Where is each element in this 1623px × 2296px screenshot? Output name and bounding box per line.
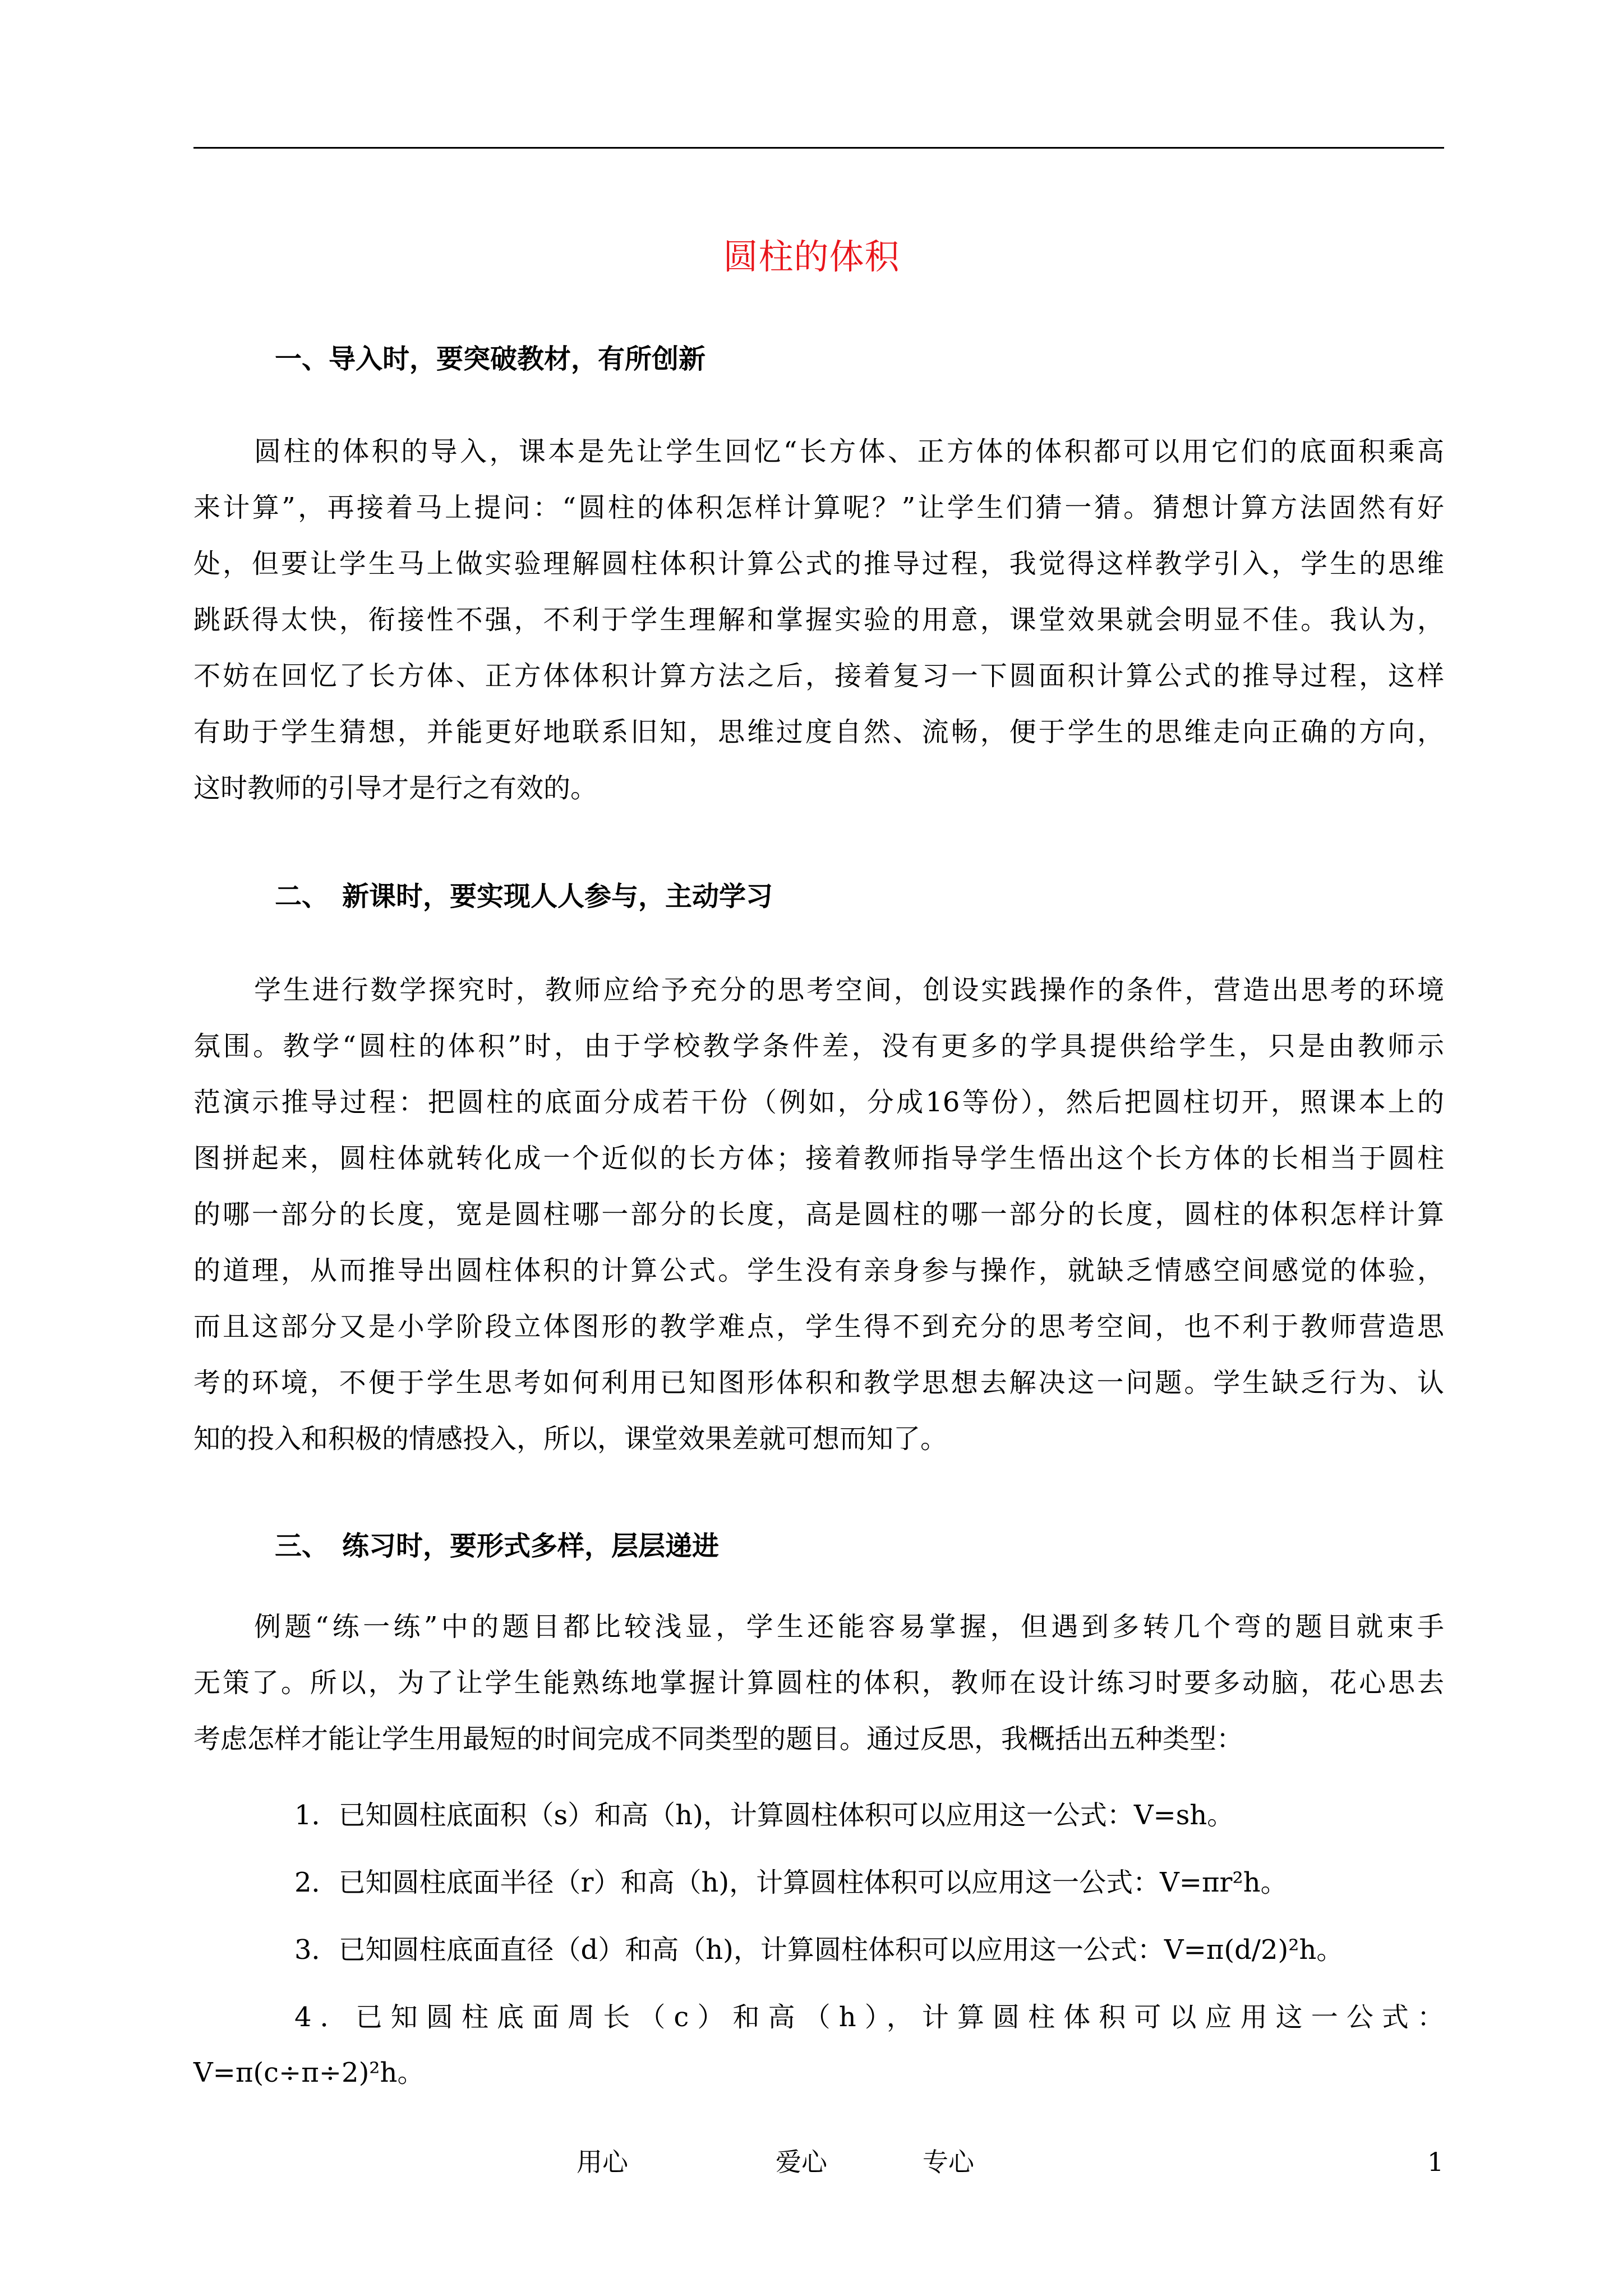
document-title: 圆柱的体积 xyxy=(723,236,900,277)
formula-item-3: 3．已知圆柱底面直径（d）和高（h)，计算圆柱体积可以应用这一公式：V=π(d/2)²h。 xyxy=(294,1934,1344,1966)
paragraph-line: 有助于学生猜想，并能更好地联系旧知，思维过度自然、流畅，便于学生的思维走向正确的方向， xyxy=(193,716,1444,748)
page-number: 1 xyxy=(1427,2147,1444,2177)
section-3-heading: 三、 练习时，要形式多样，层层递进 xyxy=(275,1530,720,1562)
paragraph-line: 的哪一部分的长度，宽是圆柱哪一部分的长度，高是圆柱的哪一部分的长度，圆柱的体积怎样计算 xyxy=(193,1199,1444,1230)
paragraph-line: 范演示推导过程：把圆柱的底面分成若干份（例如，分成16等份），然后把圆柱切开，照课本上的 xyxy=(193,1087,1444,1118)
paragraph-line: 考虑怎样才能让学生用最短的时间完成不同类型的题目。通过反思，我概括出五种类型： xyxy=(193,1723,1244,1755)
formula-item-4-continued: V=π(c÷π÷2)²h。 xyxy=(193,2057,425,2088)
footer-motto-2: 爱心 xyxy=(776,2147,827,2177)
section-3-paragraph xyxy=(193,1604,1444,1761)
paragraph-line: 知的投入和积极的情感投入，所以，课堂效果差就可想而知了。 xyxy=(193,1423,948,1455)
section-2-heading: 二、 新课时，要实现人人参与，主动学习 xyxy=(275,881,773,912)
header-rule xyxy=(193,147,1444,149)
paragraph-line: 跳跃得太快，衔接性不强，不利于学生理解和掌握实验的用意，课堂效果就会明显不佳。我认为， xyxy=(193,604,1444,636)
section-1-heading: 一、导入时，要突破教材，有所创新 xyxy=(275,343,706,375)
paragraph-line: 来计算”，再接着马上提问：“圆柱的体积怎样计算呢？”让学生们猜一猜。猜想计算方法固然有好 xyxy=(193,492,1444,523)
paragraph-line: 氛围。教学“圆柱的体积”时，由于学校教学条件差，没有更多的学具提供给学生，只是由教师示 xyxy=(193,1030,1444,1062)
paragraph-line: 无策了。所以，为了让学生能熟练地掌握计算圆柱的体积，教师在设计练习时要多动脑，花心思去 xyxy=(193,1667,1444,1699)
formula-item-4: 4．已知圆柱底面周长（c）和高（h），计算圆柱体积可以应用这一公式： xyxy=(294,2001,1444,2033)
paragraph-line: 图拼起来，圆柱体就转化成一个近似的长方体；接着教师指导学生悟出这个长方体的长相当于圆柱 xyxy=(193,1143,1444,1174)
formula-item-1: 1．已知圆柱底面积（s）和高（h)，计算圆柱体积可以应用这一公式：V=sh。 xyxy=(294,1800,1234,1831)
section-2-paragraph xyxy=(193,968,1444,1461)
paragraph-line: 而且这部分又是小学阶段立体图形的教学难点，学生得不到充分的思考空间，也不利于教师营造思 xyxy=(193,1311,1444,1342)
paragraph-line: 不妨在回忆了长方体、正方体体积计算方法之后，接着复习一下圆面积计算公式的推导过程，这样 xyxy=(193,660,1444,692)
paragraph-line: 考的环境，不便于学生思考如何利用已知图形体积和教学思想去解决这一问题。学生缺乏行为、认 xyxy=(193,1367,1444,1398)
paragraph-line: 圆柱的体积的导入，课本是先让学生回忆“长方体、正方体的体积都可以用它们的底面积乘高 xyxy=(254,436,1444,467)
paragraph-line: 处，但要让学生马上做实验理解圆柱体积计算公式的推导过程，我觉得这样教学引入，学生的思维 xyxy=(193,548,1444,579)
paragraph-line: 学生进行数学探究时，教师应给予充分的思考空间，创设实践操作的条件，营造出思考的环境 xyxy=(254,974,1444,1006)
formula-item-2: 2．已知圆柱底面半径（r）和高（h)，计算圆柱体积可以应用这一公式：V=πr²h。 xyxy=(294,1867,1288,1898)
section-1-paragraph xyxy=(193,429,1444,811)
footer-motto-3: 专心 xyxy=(923,2147,974,2177)
paragraph-line: 例题“练一练”中的题目都比较浅显，学生还能容易掌握，但遇到多转几个弯的题目就束手 xyxy=(254,1611,1444,1642)
paragraph-line: 这时教师的引导才是行之有效的。 xyxy=(193,772,598,804)
footer-motto-1: 用心 xyxy=(577,2147,628,2177)
paragraph-line: 的道理，从而推导出圆柱体积的计算公式。学生没有亲身参与操作，就缺乏情感空间感觉的体验， xyxy=(193,1255,1444,1286)
